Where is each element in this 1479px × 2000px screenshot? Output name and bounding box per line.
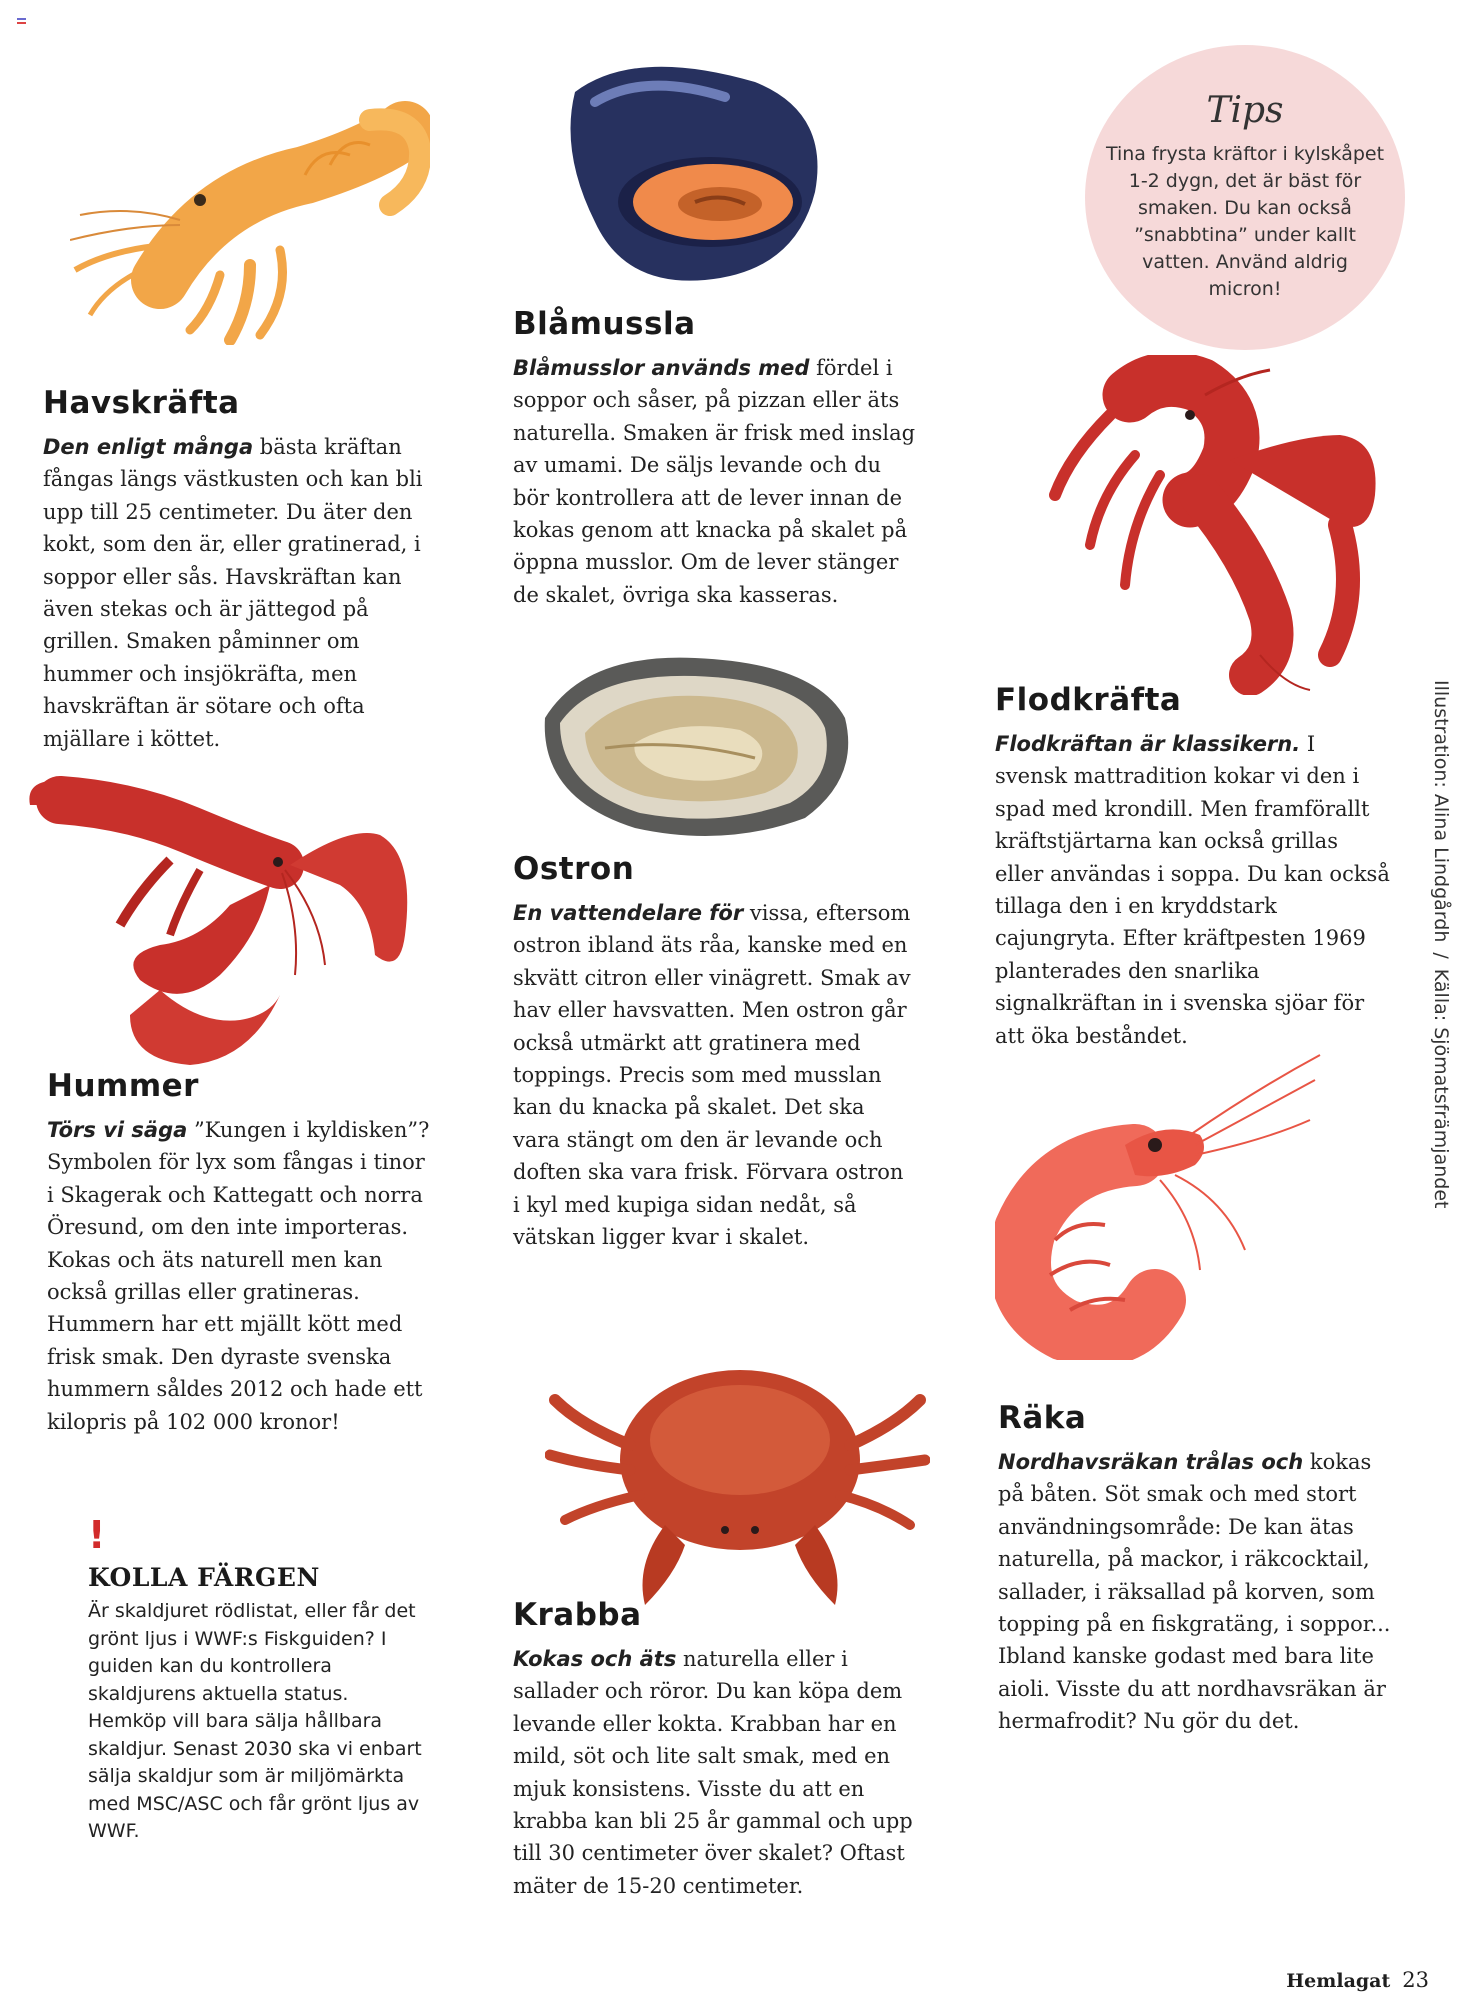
- section-blamussla: [513, 306, 918, 611]
- lead-in: En vattendelare för: [513, 901, 744, 925]
- section-body: [513, 897, 913, 1253]
- corner-marker: [17, 18, 26, 24]
- section-hummer: [47, 1068, 437, 1438]
- section-body: [43, 431, 433, 755]
- body-text: I svensk mattradition kokar vi den i spad med krondill. Men framförallt kräftstjärtarna kan också grillas eller användas i soppa. Du kan också tillaga den i en kryddstark cajungryta. Efter kräftpesten 1969 planterades den snarlika signalkräftan in i svenska sjöar för att öka beståndet.: [995, 732, 1390, 1048]
- section-title: Räka: [998, 1400, 1087, 1436]
- crayfish-illustration: [1040, 355, 1410, 695]
- body-text: kokas på båten. Söt smak och med stort användningsområde: De kan ätas naturella, på mackor, i räkcocktail, sallader, i räksallad på korven, som topping på en fiskgratäng, i soppor... Ibland kanske godast med bara lite aioli. Visste du att nordhavsräkan är hermafrodit? Nu gör du det.: [998, 1450, 1391, 1734]
- section-title: Krabba: [513, 1597, 642, 1633]
- section-body: [995, 728, 1390, 1052]
- kolla-title: KOLLA FÄRGEN: [88, 1563, 320, 1592]
- section-flodkrafta: [995, 682, 1390, 1052]
- page-number: 23: [1402, 1968, 1429, 1992]
- section-raka: [998, 1400, 1393, 1738]
- mussel-illustration: [555, 52, 830, 287]
- kolla-body: Är skaldjuret rödlistat, eller får det grönt ljus i WWF:s Fiskguiden? I guiden kan du kontrollera skaldjurens aktuella status. Hemköp vill bara sälja hållbara skaldjur. Senast 2030 ska vi enbart sälja skaldjur som är miljömärkta med MSC/ASC och får grönt ljus av WWF.: [88, 1600, 422, 1842]
- credit-separator: /: [1430, 952, 1452, 959]
- section-body: [513, 352, 918, 611]
- lobster-illustration: [20, 765, 415, 1070]
- crab-illustration: [545, 1345, 930, 1615]
- section-krabba: [513, 1597, 918, 1902]
- illustrator-credit: Illustration: Alina Lindgårdh: [1430, 680, 1452, 943]
- tips-bubble: [1085, 45, 1405, 350]
- section-title: Ostron: [513, 851, 635, 887]
- body-text: naturella eller i sallader och röror. Du kan köpa dem levande eller kokta. Krabban har en mild, söt och lite salt smak, med en mjuk konsistens. Visste du att en krabba kan bli 25 år gammal och upp till 30 centimeter över skalet? Oftast mäter de 15-20 centimeter.: [513, 1647, 913, 1898]
- lead-in: Blåmusslor används med: [513, 356, 810, 380]
- tips-body: Tina frysta kräftor i kylskåpet 1-2 dygn, det är bäst för smaken. Du kan också ”snabbtina” under kallt vatten. Använd aldrig micron!: [1105, 143, 1385, 300]
- body-text: ”Kungen i kyldisken”? Symbolen för lyx som fångas i tinor i Skagerak och Kattegatt och norra Öresund, om den inte importeras. Kokas och äts naturell men kan också grillas eller gratineras. Hummern har ett mjällt kött med frisk smak. Den dyraste svenska hummern såldes 2012 och hade ett kilopris på 102 000 kronor!: [47, 1118, 430, 1434]
- source-credit: Källa: Sjömatsfrämjandet: [1430, 968, 1452, 1209]
- illustration-credit: [1430, 680, 1452, 1208]
- body-text: fördel i soppor och såser, på pizzan eller äts naturella. Smaken är frisk med inslag av umami. De säljs levande och du bör kontrollera att de lever innan de kokas genom att knacka på skalet på öppna musslor. Om de lever stänger de skalet, övriga ska kasseras.: [513, 356, 916, 607]
- magazine-name: Hemlagat: [1286, 1970, 1391, 1992]
- section-title: Havskräfta: [43, 385, 240, 421]
- lead-in: Nordhavsräkan trålas och: [998, 1450, 1304, 1474]
- lead-in: Törs vi säga: [47, 1118, 188, 1142]
- oyster-illustration: [525, 648, 855, 843]
- lead-in: Flodkräftan är klassikern.: [995, 732, 1301, 756]
- section-body: [998, 1446, 1393, 1738]
- page-footer: [1286, 1968, 1429, 1992]
- shrimp-illustration: [995, 1050, 1325, 1360]
- lead-in: Den enligt många: [43, 435, 254, 459]
- section-ostron: [513, 851, 913, 1253]
- body-text: bästa kräftan fångas längs västkusten och kan bli upp till 25 centimeter. Du äter den kokt, som den är, eller gratinerad, i soppor eller sås. Havskräftan kan även stekas och är jättegod på grillen. Smaken påminner om hummer och insjökräfta, men havskräftan är sötare och ofta mjällare i köttet.: [43, 435, 423, 751]
- section-havskrafta: [43, 385, 433, 755]
- section-body: [47, 1114, 437, 1438]
- lead-in: Kokas och äts: [513, 1647, 677, 1671]
- body-text: vissa, eftersom ostron ibland äts råa, kanske med en skvätt citron eller vinägrett. Smak av hav eller havsvatten. Men ostron går också utmärkt att gratinera med toppings. Precis som med musslan kan du knacka på skalet. Det ska vara stängt om den är levande och doften ska vara frisk. Förvara ostron i kyl med kupiga sidan nedåt, så vätskan ligger kvar i skalet.: [513, 901, 911, 1250]
- exclamation-icon: !: [88, 1513, 106, 1557]
- section-title: Blåmussla: [513, 306, 696, 342]
- section-title: Flodkräfta: [995, 682, 1182, 718]
- kolla-fargen-box: [88, 1515, 428, 1846]
- section-body: [513, 1643, 918, 1902]
- tips-title: Tips: [1206, 90, 1284, 131]
- section-title: Hummer: [47, 1068, 199, 1104]
- langoustine-illustration: [70, 75, 430, 345]
